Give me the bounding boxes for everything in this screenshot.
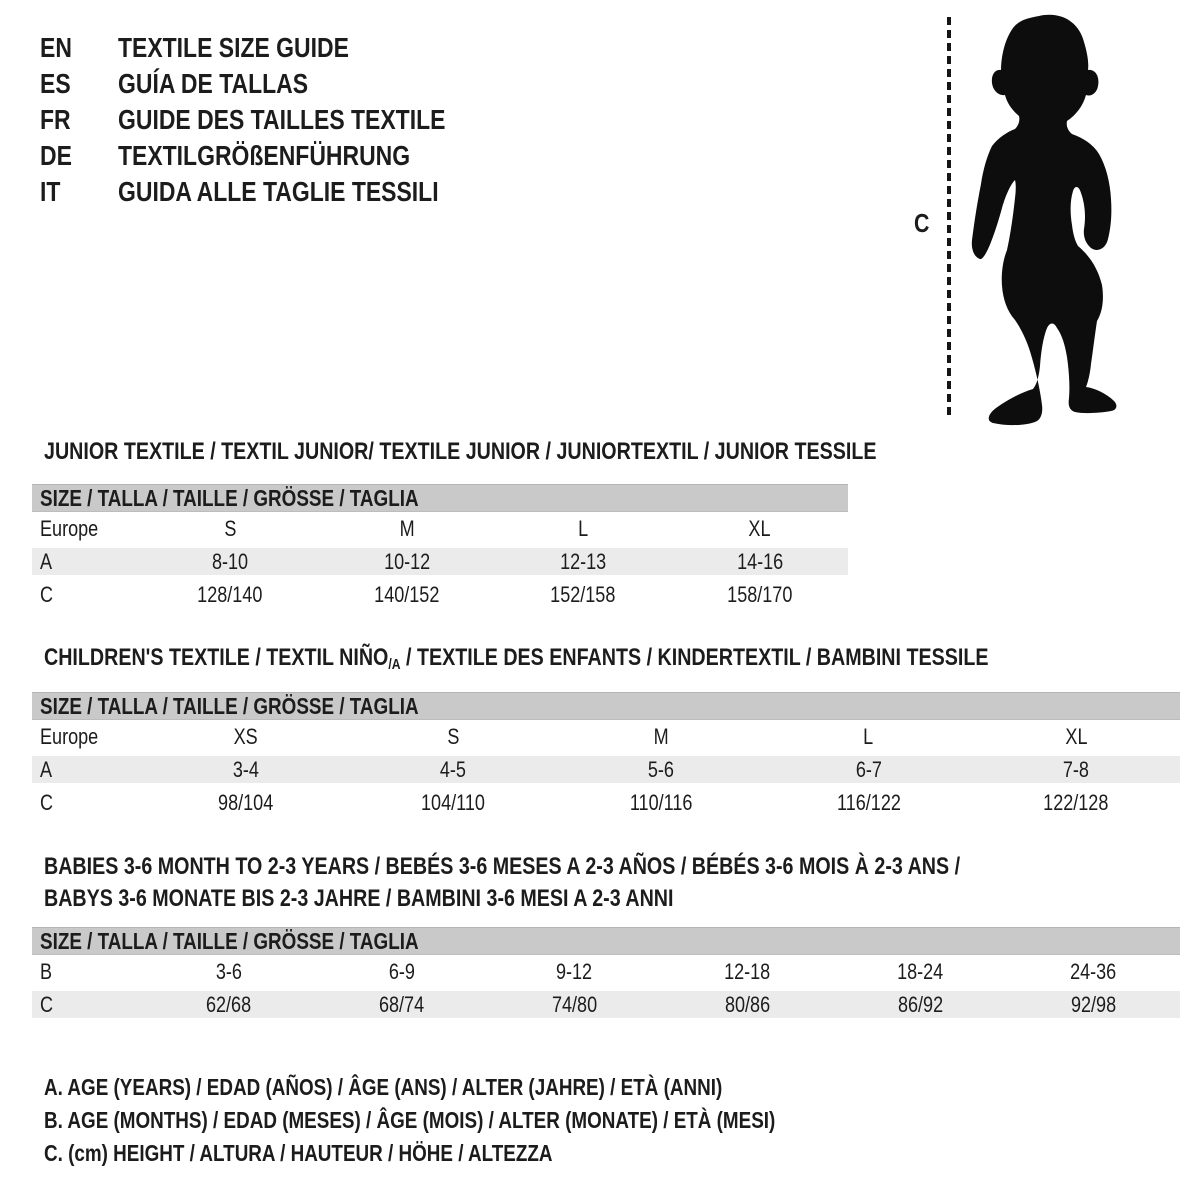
table-row: B 3-6 6-9 9-12 12-18 18-24 24-36 <box>40 958 1117 984</box>
note-a: A. AGE (YEARS) / EDAD (AÑOS) / ÂGE (ANS) / ALTER (JAHRE) / ETÀ (ANNI) <box>44 1074 723 1100</box>
row-label: C <box>40 991 54 1017</box>
note-c: C. (cm) HEIGHT / ALTURA / HAUTEUR / HÖHE / ALTEZZA <box>44 1140 553 1166</box>
children-size-table <box>32 692 1180 819</box>
row-label: Europe <box>40 723 99 749</box>
lang-title: GUIDA ALLE TAGLIE TESSILI <box>118 176 439 207</box>
language-title-list <box>40 30 517 210</box>
babies-size-table <box>32 927 1180 1021</box>
table-row: A 3-4 4-5 5-6 6-7 7-8 <box>32 753 1180 786</box>
title-subscript: /A <box>388 657 401 674</box>
children-section-title: CHILDREN'S TEXTILE / TEXTIL NIÑO/A / TEXTILE DES ENFANTS / KINDERTEXTIL / BAMBINI TESSILE <box>44 644 989 674</box>
lang-row-fr <box>40 102 517 138</box>
junior-size-table <box>32 484 848 611</box>
row-label: A <box>40 756 53 782</box>
lang-row-it <box>40 174 517 210</box>
size-header-bar: SIZE / TALLA / TAILLE / GRÖSSE / TAGLIA <box>32 484 848 512</box>
lang-row-de <box>40 138 517 174</box>
row-label: C <box>40 789 54 815</box>
row-label: C <box>40 581 54 607</box>
lang-code: FR <box>40 104 71 135</box>
lang-title: GUIDE DES TAILLES TEXTILE <box>118 104 446 135</box>
lang-row-es <box>40 66 517 102</box>
height-measure-dashed-line <box>947 17 951 417</box>
lang-code: DE <box>40 140 72 171</box>
legend-notes <box>44 1071 936 1170</box>
table-row: C 128/140 140/152 152/158 158/170 <box>40 581 793 607</box>
size-header-bar: SIZE / TALLA / TAILLE / GRÖSSE / TAGLIA <box>32 692 1180 720</box>
row-label: A <box>40 548 53 574</box>
lang-code: EN <box>40 32 72 63</box>
lang-title: TEXTILGRÖßENFÜHRUNG <box>118 140 411 171</box>
lang-title: TEXTILE SIZE GUIDE <box>118 32 349 63</box>
toddler-silhouette-image <box>963 12 1149 428</box>
table-row: A 8-10 10-12 12-13 14-16 <box>32 545 848 578</box>
table-row: C 62/68 68/74 74/80 80/86 86/92 92/98 <box>32 988 1180 1021</box>
note-b: B. AGE (MONTHS) / EDAD (MESES) / ÂGE (MOIS) / ALTER (MONATE) / ETÀ (MESI) <box>44 1107 776 1133</box>
row-label: Europe <box>40 515 99 541</box>
lang-row-en <box>40 30 517 66</box>
table-row: Europe XS S M L XL <box>40 723 1088 749</box>
size-header-bar: SIZE / TALLA / TAILLE / GRÖSSE / TAGLIA <box>32 927 1180 955</box>
figure-height-label: C <box>914 208 930 238</box>
row-label: B <box>40 958 53 984</box>
lang-code: IT <box>40 176 61 207</box>
junior-section-title: JUNIOR TEXTILE / TEXTIL JUNIOR/ TEXTILE JUNIOR / JUNIORTEXTIL / JUNIOR TESSILE <box>44 438 877 465</box>
lang-code: ES <box>40 68 71 99</box>
babies-section-title: BABIES 3-6 MONTH TO 2-3 YEARS / BEBÉS 3-6 MESES A 2-3 AÑOS / BÉBÉS 3-6 MOIS À 2-3 ANS / BABYS 3-6 MONATE BIS 2-3 JAHRE / BAMBINI 3-6 MESI A 2-3 ANNI <box>44 853 961 912</box>
lang-title: GUÍA DE TALLAS <box>118 68 309 99</box>
table-row: Europe S M L XL <box>40 515 771 541</box>
table-row: C 98/104 104/110 110/116 116/122 122/128 <box>40 789 1109 815</box>
